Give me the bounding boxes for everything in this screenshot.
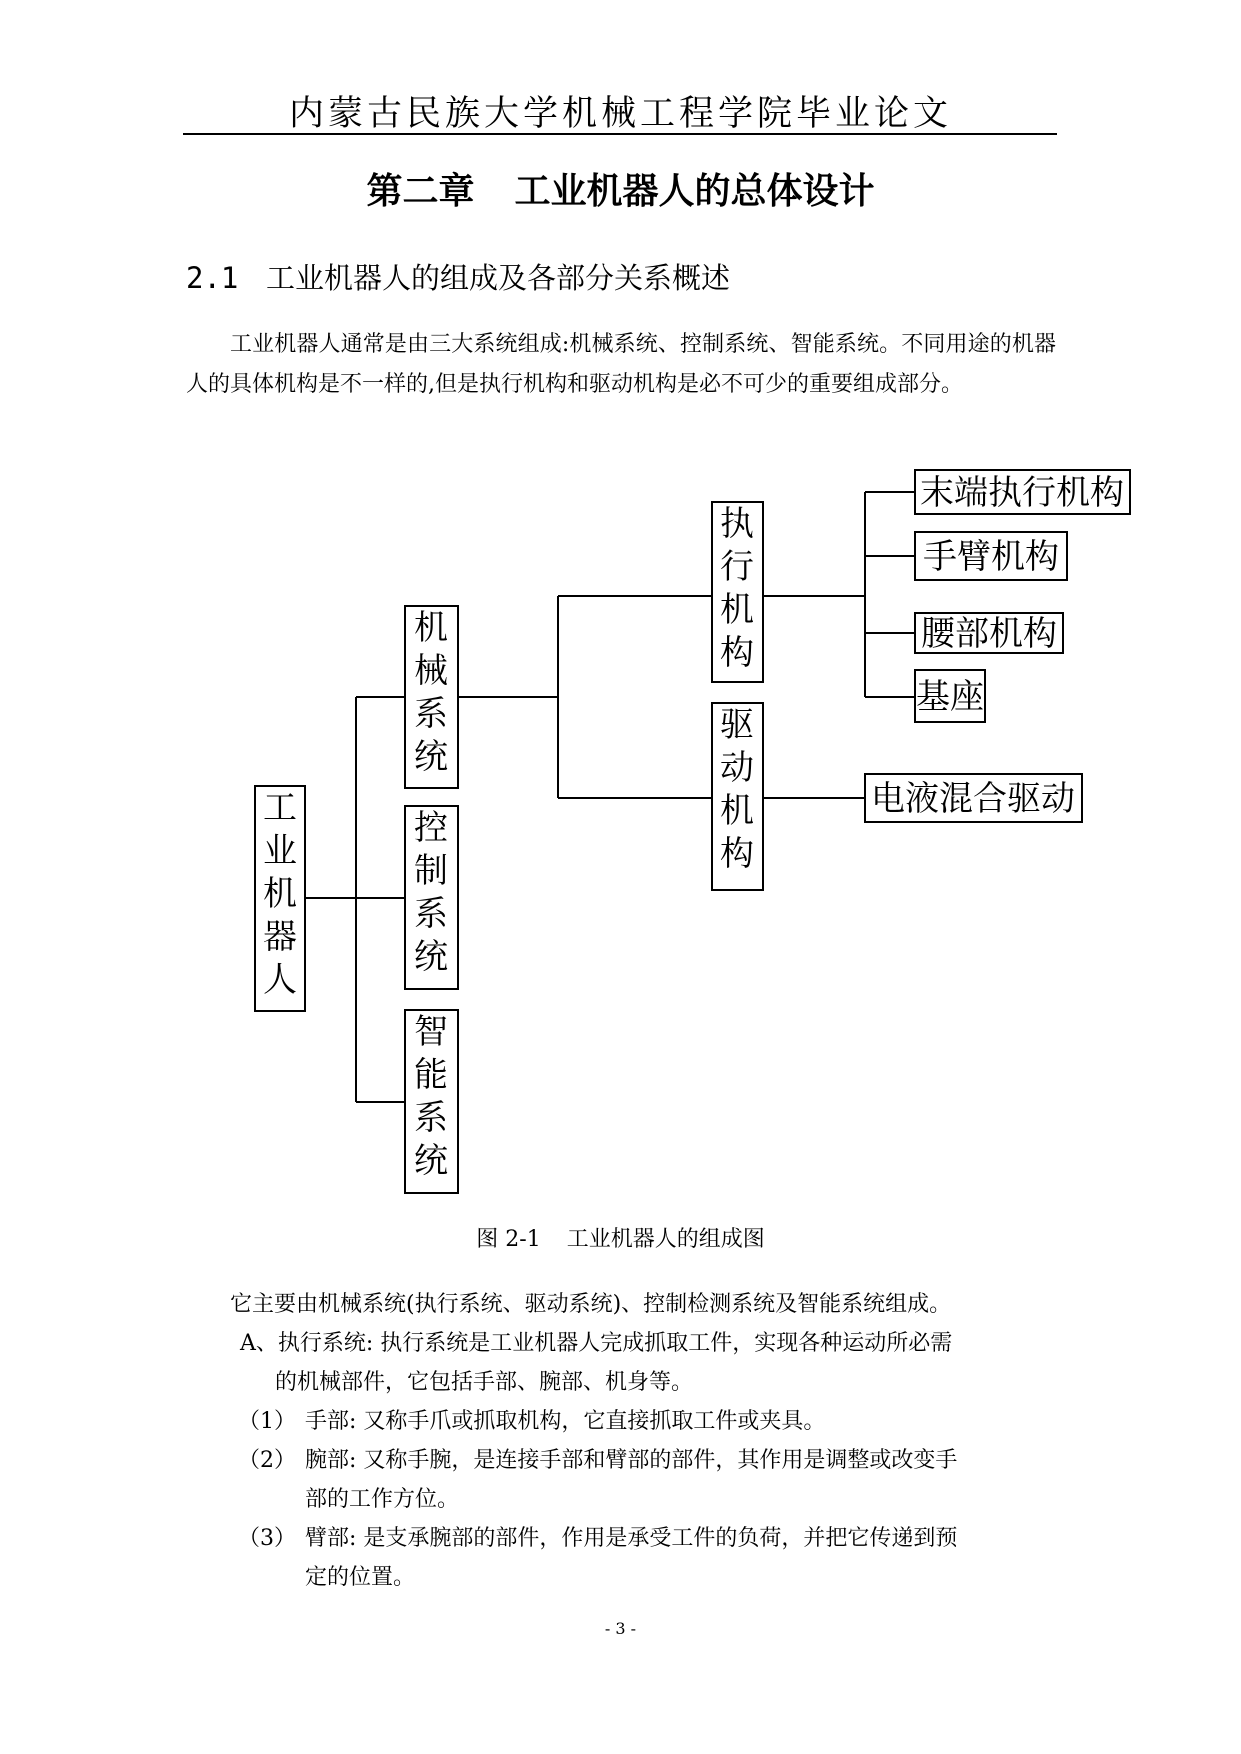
item2-line2: 部的工作方位。 (305, 1487, 460, 1512)
running-header: 内蒙古民族大学机械工程学院毕业论文 (288, 94, 952, 134)
node-char: 动 (720, 748, 754, 788)
node-char: 系 (414, 694, 448, 734)
node-root-char: 工 (263, 788, 297, 828)
node-char: 构 (720, 633, 754, 673)
figure-caption (0, 1222, 1241, 1253)
node-execution-mechanism (712, 502, 763, 682)
item1-number: （1） (238, 1409, 296, 1434)
section-number: 2.1 (186, 261, 239, 295)
figure-title: 工业机器人的组成图 (566, 1227, 765, 1252)
item3-line2: 定的位置。 (305, 1565, 416, 1590)
node-control-system (405, 806, 458, 989)
chapter-number: 第二章 (366, 171, 475, 212)
node-char: 机 (720, 590, 754, 630)
node-char: 统 (414, 737, 448, 777)
figure-number: 图 2-1 (476, 1227, 541, 1252)
node-arm-mechanism-label: 手臂机构 (923, 537, 1059, 577)
node-arm-mechanism (915, 532, 1067, 580)
chapter-name: 工业机器人的总体设计 (514, 171, 875, 212)
node-char: 系 (414, 894, 448, 934)
node-char: 智 (414, 1012, 448, 1052)
intro-paragraph: 工业机器人通常是由三大系统组成:机械系统、控制系统、智能系统。不同用途的机器人的具体机构是不一样的,但是执行机构和驱动机构是必不可少的重要组成部分。 (186, 332, 1056, 397)
node-electrohydraulic-drive-label: 电液混合驱动 (871, 779, 1075, 819)
item2-number: （2） (238, 1448, 296, 1473)
node-root (255, 786, 305, 1011)
item-a-line2: 的机械部件，它包括手部、腕部、机身等。 (275, 1370, 694, 1395)
node-base (915, 670, 985, 722)
node-root-char: 机 (263, 874, 297, 914)
node-waist-mechanism-label: 腰部机构 (921, 614, 1057, 654)
item-a-line1: A、执行系统: 执行系统是工业机器人完成抓取工件，实现各种运动所必需 (240, 1331, 953, 1356)
node-char: 统 (414, 937, 448, 977)
section-title: 工业机器人的组成及各部分关系概述 (266, 261, 731, 295)
diagram-connectors (305, 492, 915, 1102)
node-end-effector (915, 470, 1130, 514)
node-char: 控 (414, 808, 448, 848)
node-char: 系 (414, 1098, 448, 1138)
node-char: 统 (414, 1141, 448, 1181)
node-drive-mechanism (712, 703, 763, 890)
node-waist-mechanism (915, 613, 1063, 654)
node-root-char: 人 (263, 960, 297, 1000)
node-root-char: 业 (263, 831, 297, 871)
node-char: 构 (720, 834, 754, 874)
item2-line1: 腕部: 又称手腕，是连接手部和臂部的部件，其作用是调整或改变手 (305, 1448, 958, 1473)
node-root-char: 器 (263, 917, 297, 957)
node-electrohydraulic-drive (865, 774, 1082, 822)
node-char: 执 (720, 504, 754, 544)
node-char: 能 (414, 1055, 448, 1095)
node-char: 机 (720, 791, 754, 831)
summary-line: 它主要由机械系统(执行系统、驱动系统)、控制检测系统及智能系统组成。 (230, 1292, 952, 1317)
node-char: 制 (414, 851, 448, 891)
node-char: 机 (414, 608, 448, 648)
node-char: 驱 (720, 705, 754, 745)
item1-line1: 手部: 又称手爪或抓取机构，它直接抓取工件或夹具。 (305, 1409, 826, 1434)
node-intelligent-system (405, 1010, 458, 1193)
item3-number: （3） (238, 1526, 296, 1551)
page-number: - 3 - (604, 1619, 637, 1638)
item3-line1: 臂部: 是支承腕部的部件，作用是承受工件的负荷，并把它传递到预 (305, 1526, 958, 1551)
node-base-label: 基座 (916, 677, 984, 717)
node-char: 械 (414, 651, 448, 691)
node-char: 行 (720, 547, 754, 587)
node-end-effector-label: 末端执行机构 (920, 473, 1124, 513)
node-mechanical-system (405, 606, 458, 788)
